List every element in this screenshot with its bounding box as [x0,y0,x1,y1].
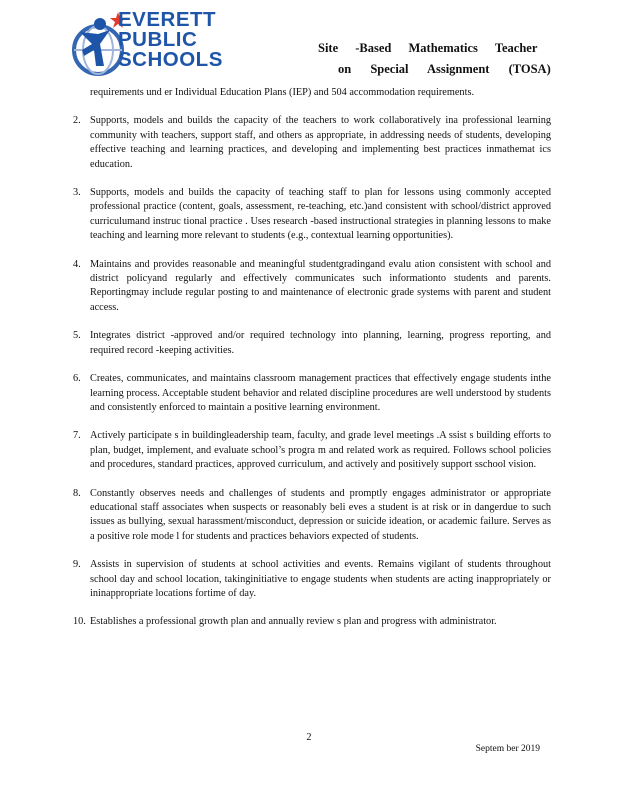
item-text: Creates, communicates, and maintains classroom management practices that effectively engage students inthe learning process. Acceptable student behavior and related discipline procedures are well understood by students and consistently enforced to maintain a positive learning environment. [90,373,551,413]
list-item [73,114,551,172]
item-number: 8. [73,487,81,499]
list-item [73,558,551,601]
item-text: Constantly observes needs and challenges of students and promptly engages administrator or appropriate educational staff associates when suspects or reasonably beli eves a student is at risk or in dangerdue to such issues as bullying, sexual harassment/misconduct, depression or suicide ideation, or academic failure. Serves as a positive role mode l for students and practices behaviors expected of students. [90,487,551,542]
logo-line-2: PUBLIC [118,28,198,51]
logo-line-3: SCHOOLS [118,48,223,71]
list-item [73,329,551,358]
item-number: 4. [73,258,81,270]
list-item [73,429,551,472]
list-item [73,186,551,244]
item-text: Integrates district -approved and/or required technology into planning, learning, progress reporting, and required record -keeping activities. [90,330,551,356]
item-text: Assists in supervision of students at school activities and events. Remains vigilant of students throughout school day and school location, takinginitiative to engage students when students are acting inappropriately or ininappropriate locations fortime of day. [90,559,551,599]
list-item [73,372,551,415]
item-number: 7. [73,430,81,442]
item-text: Supports, models and builds the capacity of teaching staff to plan for lessons using commonly accepted professional practice (content, goals, assessment, re-teaching, etc.)and consistent with school/district approved curriculumand instruc tional practice . Uses research -based instructional strategies in planning lessons to make teaching and learning more relevant to students (e.g., contextual learning opportunities). [90,187,551,242]
duties-list-section [73,86,551,644]
title-line-1: Site -Based Mathematics Teacher [318,41,538,55]
duties-list [73,114,551,629]
list-item [73,258,551,316]
item-number: 3. [73,187,81,199]
item-text: Establishes a professional growth plan and annually review s plan and progress with administrator. [90,616,497,628]
list-item [73,615,551,629]
item-text: Actively participate s in buildingleadership team, faculty, and grade level meetings .A ssist s building efforts to plan, budget, implement, and evaluate school’s progra m and related work as required. Follows school policies and procedures, standard practices, approved curriculum, and actively and positively support sschool vision. [90,430,551,471]
item-number: 2. [73,115,81,127]
item-number: 9. [73,559,81,571]
item-text: Maintains and provides reasonable and meaningful studentgradingand evalu ation consistent with school and district policyand regularly and effectively communicates such informationto students and parents. Reportingmay include regular posting to and maintenance of electronic grade systems with parent and student access. [90,258,551,313]
logo-wordmark [118,10,223,70]
page-number: 2 [306,732,312,743]
document-title [312,38,552,80]
continuation-text: requirements und er Individual Education Plans (IEP) and 504 accommodation requirements. [90,87,475,98]
item-number: 5. [73,330,81,342]
document-date: Septem ber 2019 [475,744,540,754]
list-item [73,487,551,545]
district-logo [70,10,250,80]
item-number: 10. [73,616,86,628]
item-number: 6. [73,373,81,385]
logo-line-1: EVERETT [118,8,217,31]
item-text: Supports, models and builds the capacity of the teachers to work collaboratively ina professional learning community with teachers, support staff, and others as appropriate, in addressing needs of students, developing effective teaching and learning practices, and developing and implementing best practices inmathemat ics education. [90,115,551,170]
title-line-2: on Special Assignment (TOSA) [338,62,551,76]
